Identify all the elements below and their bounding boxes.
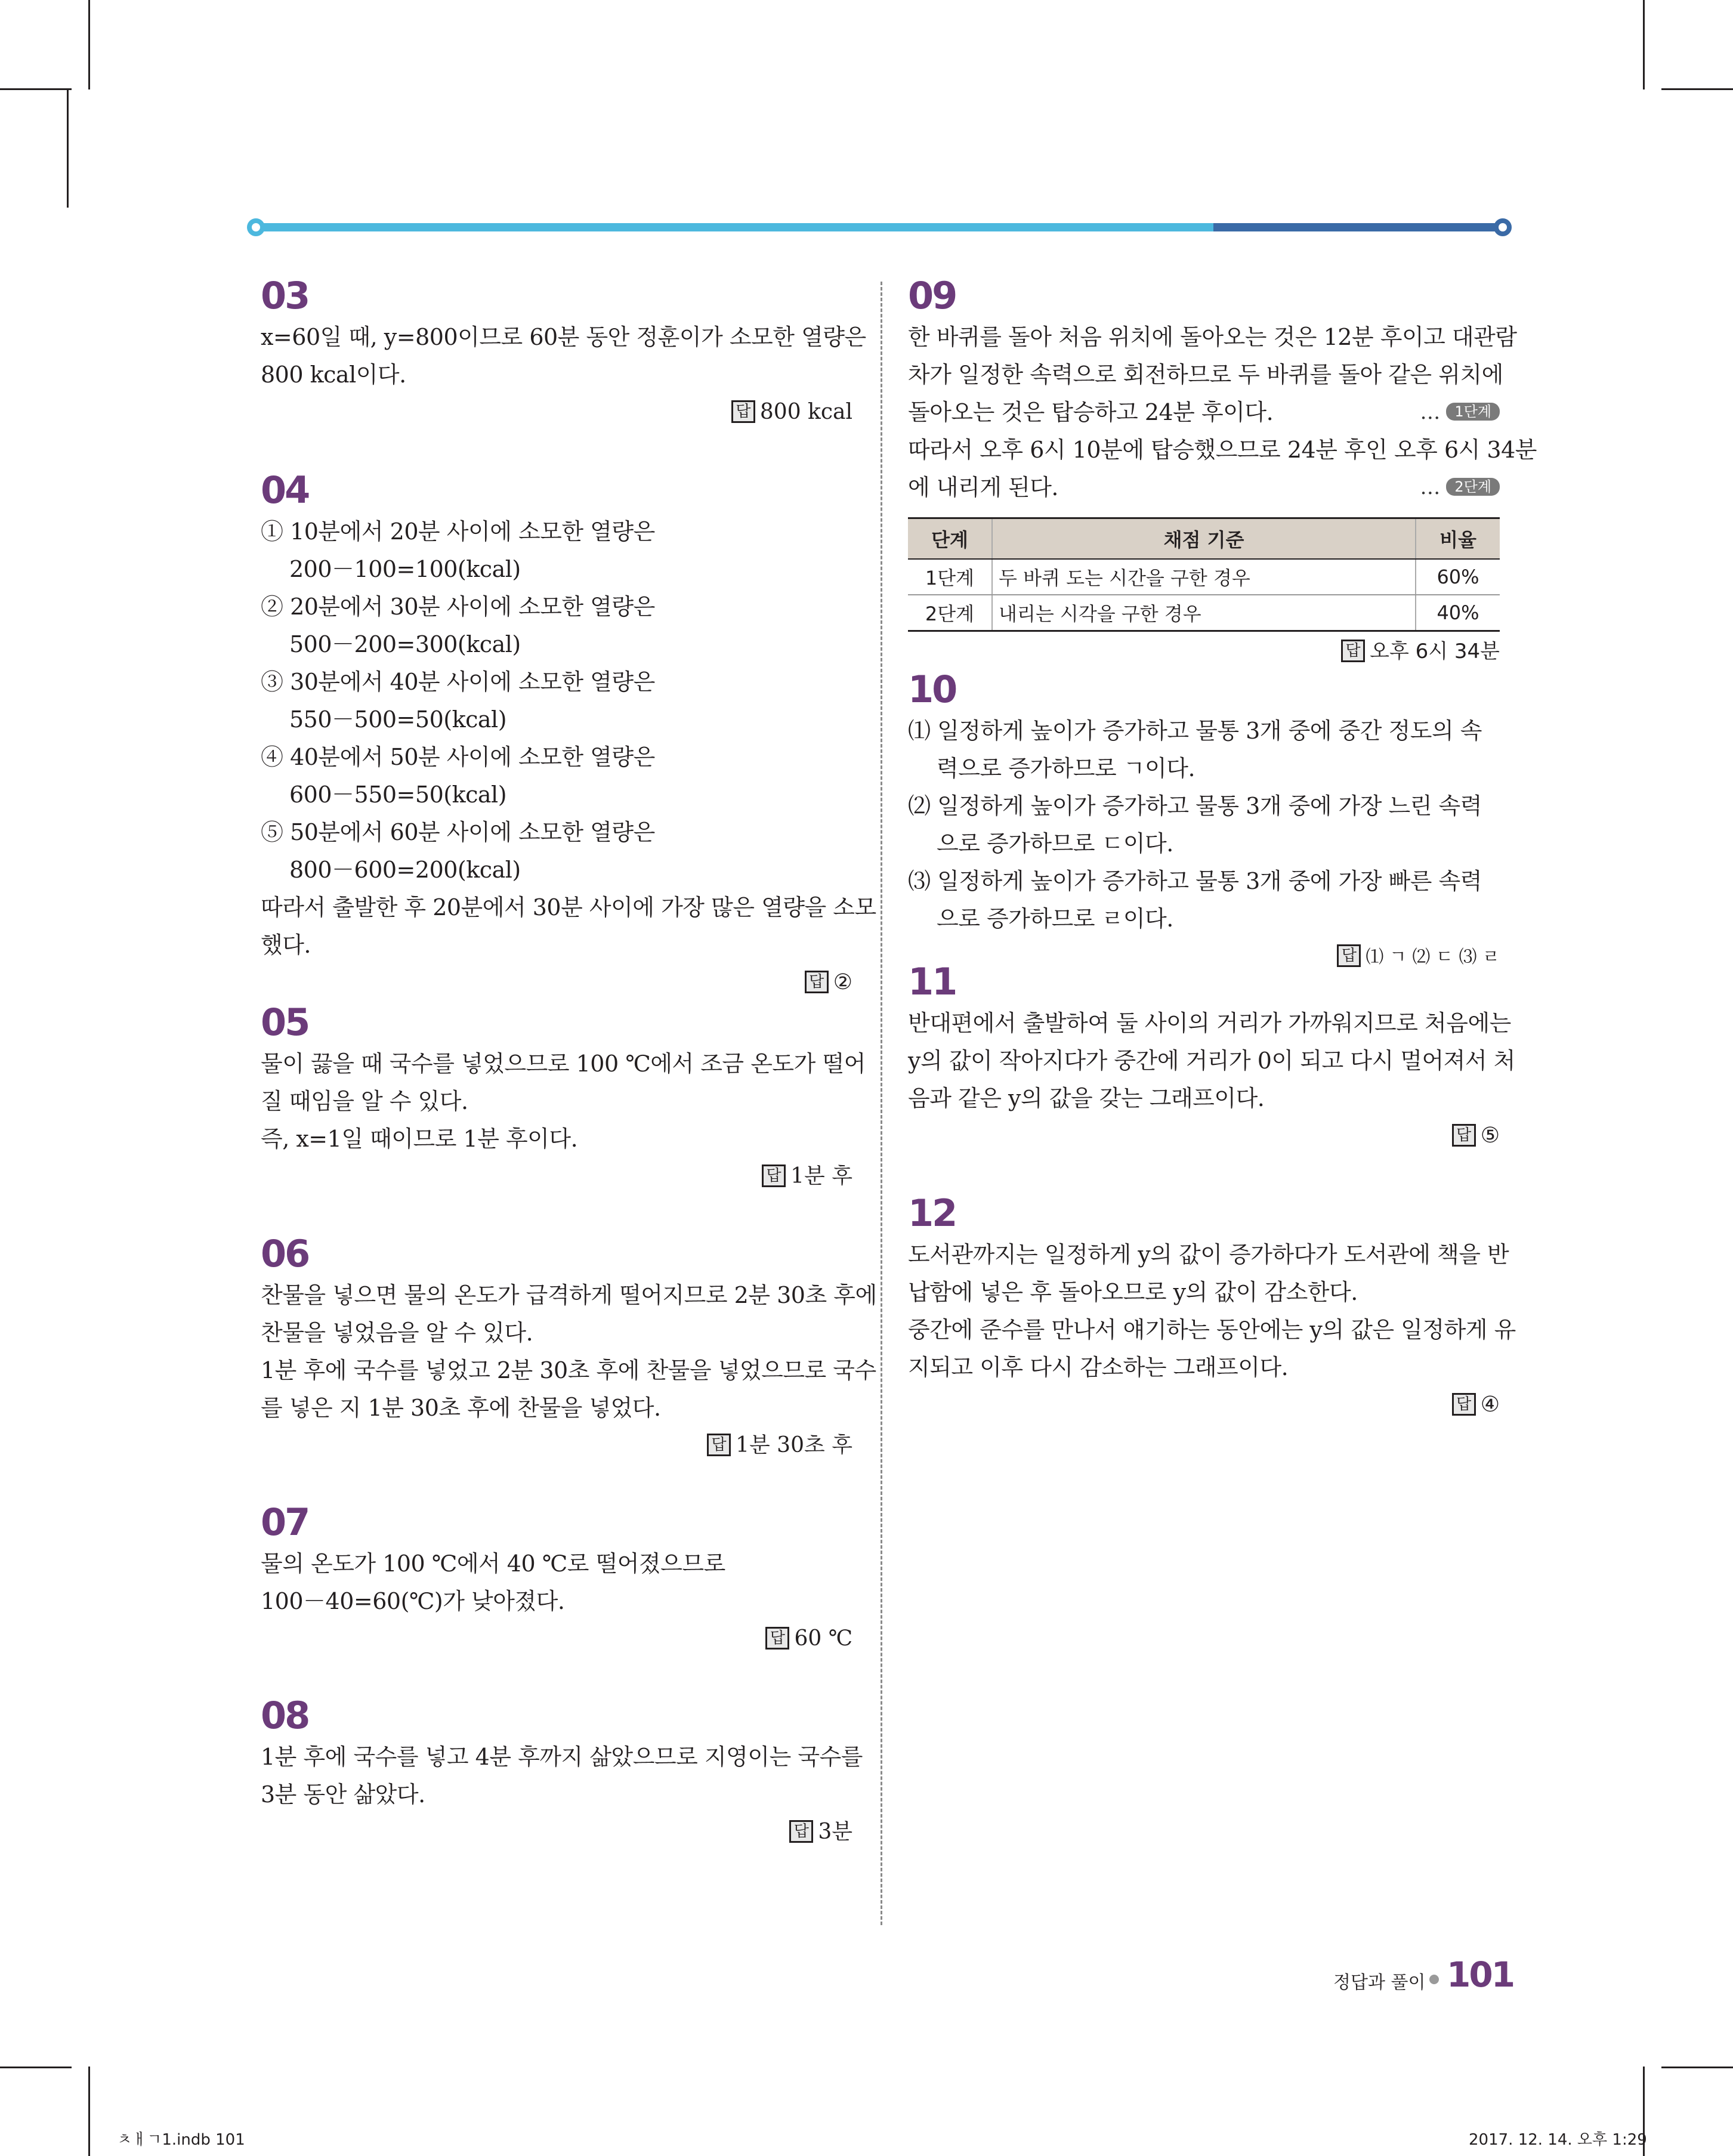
answer-badge: 답	[1452, 1393, 1476, 1416]
answer-value: 60 ℃	[794, 1626, 852, 1651]
table-cell: 내리는 시각을 구한 경우	[992, 595, 1416, 631]
answer-value: ⑤	[1480, 1123, 1500, 1148]
problem-number: 05	[261, 1000, 309, 1044]
problem-09	[908, 273, 1537, 663]
table-header-row	[908, 518, 1500, 560]
table-header: 단계	[908, 518, 992, 560]
problem-number: 07	[261, 1500, 309, 1544]
answer-badge: 답	[731, 400, 755, 423]
print-slug-date: 2017. 12. 14. 오후 1:29	[1469, 2131, 1647, 2149]
crop-mark	[67, 88, 69, 208]
answer	[261, 1428, 852, 1463]
answer-badge: 답	[805, 971, 829, 993]
answer-value: 1분 후	[790, 1164, 852, 1188]
answer-value: ⑴ ㄱ ⑵ ㄷ ⑶ ㄹ	[1366, 947, 1500, 968]
crop-mark	[88, 0, 90, 89]
page-number: 101	[1447, 1954, 1514, 1995]
step-dots: …	[1420, 475, 1441, 499]
list-item-title: ⑤ 50분에서 60분 사이에 소모한 열량은	[261, 819, 655, 845]
step-dots: …	[1420, 400, 1441, 424]
problem-number: 11	[908, 960, 956, 1003]
problem-08	[261, 1693, 863, 1854]
list-item-title: ③ 30분에서 40분 사이에 소모한 열량은	[261, 669, 655, 695]
text-line: 즉, x=1일 때이므로 1분 후이다.	[261, 1126, 578, 1152]
answer	[261, 1621, 852, 1656]
list-item: ⑶ 일정하게 높이가 증가하고 물통 3개 중에 가장 빠른 속력으로 증가하므로 ㄹ이다.	[908, 868, 1482, 932]
problem-04	[261, 468, 876, 994]
header-bar-dot	[1494, 218, 1512, 236]
text-line: 중간에 준수를 만나서 얘기하는 동안에는 y의 값은 일정하게 유	[908, 1317, 1516, 1343]
list-item-calc: 600－550=50(kcal)	[289, 782, 507, 808]
text-line: 납함에 넣은 후 돌아오므로 y의 값이 감소한다.	[908, 1279, 1358, 1305]
text-line: 800 kcal이다.	[261, 362, 406, 388]
table-cell: 두 바퀴 도는 시간을 구한 경우	[992, 559, 1416, 595]
problem-11	[908, 959, 1515, 1156]
text-line: 1분 후에 국수를 넣었고 2분 30초 후에 찬물을 넣었으므로 국수	[261, 1357, 876, 1383]
crop-mark	[1661, 88, 1733, 90]
answer-value: ②	[833, 970, 852, 994]
footer-section-label: 정답과 풀이	[1333, 1972, 1426, 1993]
answer	[261, 1815, 852, 1849]
answer-badge: 답	[1452, 1124, 1476, 1147]
list-item-calc: 500－200=300(kcal)	[289, 631, 521, 657]
problem-number: 06	[261, 1232, 309, 1275]
text-line: 돌아오는 것은 탑승하고 24분 후이다.	[908, 399, 1274, 425]
text-line: 100－40=60(℃)가 낮아졌다.	[261, 1588, 565, 1614]
print-slug-file: ㅊㅐㄱ1.indb 101	[117, 2131, 245, 2149]
crop-mark	[88, 2067, 90, 2156]
step-row	[908, 394, 1500, 431]
answer-badge: 답	[762, 1165, 786, 1187]
table-cell: 40%	[1416, 595, 1500, 631]
text-line: 차가 일정한 속력으로 회전하므로 두 바퀴를 돌아 같은 위치에	[908, 362, 1503, 388]
text-line: 물이 끓을 때 국수를 넣었으므로 100 ℃에서 조금 온도가 떨어	[261, 1051, 866, 1077]
answer-value: 3분	[818, 1820, 852, 1844]
table-cell: 60%	[1416, 559, 1500, 595]
problem-number: 03	[261, 274, 309, 317]
footer-dot	[1429, 1975, 1439, 1984]
header-bar-light	[259, 223, 1225, 231]
text-line: 1분 후에 국수를 넣고 4분 후까지 삶았으므로 지영이는 국수를	[261, 1744, 863, 1770]
text-line: 질 때임을 알 수 있다.	[261, 1088, 468, 1114]
header-bar-dark	[1213, 223, 1500, 231]
column-divider	[881, 282, 882, 1925]
table-cell: 1단계	[908, 559, 992, 595]
list-item-calc: 800－600=200(kcal)	[289, 857, 521, 883]
right-column	[908, 273, 1537, 1429]
crop-mark	[0, 2067, 72, 2068]
answer	[261, 1159, 852, 1194]
grading-table	[908, 517, 1500, 632]
text-line-content: x=60일 때, y=800이므로 60분 동안 정훈이가 소모한 열량은	[261, 324, 866, 350]
left-column	[261, 273, 877, 1854]
header-bar-dot	[247, 218, 265, 236]
text-line: 물의 온도가 100 ℃에서 40 ℃로 떨어졌으므로	[261, 1550, 725, 1577]
list-item-title: ① 10분에서 20분 사이에 소모한 열량은	[261, 518, 655, 545]
answer	[261, 965, 852, 1000]
text-line: 반대편에서 출발하여 둘 사이의 거리가 가까워지므로 처음에는	[908, 1010, 1511, 1036]
text-line: 음과 같은 y의 값을 갖는 그래프이다.	[908, 1085, 1265, 1111]
text-line: 지되고 이후 다시 감소하는 그래프이다.	[908, 1354, 1289, 1380]
text-line: 를 넣은 지 1분 30초 후에 찬물을 넣었다.	[261, 1395, 661, 1421]
text-line	[261, 319, 866, 356]
step-tag	[1420, 394, 1500, 431]
text-line: 에 내리게 된다.	[908, 474, 1058, 501]
problem-10	[908, 667, 1500, 968]
table-header: 비율	[1416, 518, 1500, 560]
problem-06	[261, 1231, 877, 1469]
list-item-calc: 550－500=50(kcal)	[289, 706, 507, 733]
answer	[908, 1388, 1500, 1422]
crop-mark	[1643, 0, 1645, 89]
list-item-title: ② 20분에서 30분 사이에 소모한 열량은	[261, 594, 655, 620]
text-line: 도서관까지는 일정하게 y의 값이 증가하다가 도서관에 책을 반	[908, 1241, 1509, 1268]
answer-badge: 답	[1337, 944, 1361, 967]
problem-05	[261, 1000, 866, 1197]
crop-mark	[1661, 2067, 1733, 2068]
list-item-title: ④ 40분에서 50분 사이에 소모한 열량은	[261, 744, 655, 770]
header-bar	[247, 218, 1512, 236]
text-line: y의 값이 작아지다가 중간에 거리가 0이 되고 다시 멀어져서 처	[908, 1048, 1515, 1074]
table-row	[908, 559, 1500, 595]
problem-number: 09	[908, 274, 956, 317]
problem-number: 10	[908, 668, 956, 711]
step-row	[908, 469, 1500, 506]
answer	[908, 1119, 1500, 1153]
problem-number: 04	[261, 468, 309, 512]
text-line: 3분 동안 삶았다.	[261, 1781, 425, 1808]
problem-number: 08	[261, 1694, 309, 1737]
crop-mark	[0, 88, 72, 90]
problem-03	[261, 273, 866, 434]
table-cell: 2단계	[908, 595, 992, 631]
answer-badge: 답	[1341, 640, 1365, 662]
table-header: 채점 기준	[992, 518, 1416, 560]
answer-value: 오후 6시 34분	[1370, 640, 1500, 663]
answer	[908, 634, 1500, 669]
list-item: ⑵ 일정하게 높이가 증가하고 물통 3개 중에 가장 느린 속력으로 증가하므로 ㄷ이다.	[908, 793, 1482, 857]
answer	[261, 395, 852, 430]
text-line: 찬물을 넣으면 물의 온도가 급격하게 떨어지므로 2분 30초 후에	[261, 1282, 877, 1308]
problem-07	[261, 1500, 852, 1661]
answer-value: 800 kcal	[759, 400, 852, 424]
step-tag	[1420, 469, 1500, 506]
answer-value: 1분 30초 후	[736, 1433, 852, 1457]
list-item-calc: 200－100=100(kcal)	[289, 556, 521, 582]
text-line: 찬물을 넣었음을 알 수 있다.	[261, 1320, 533, 1346]
table-row	[908, 595, 1500, 631]
answer-badge: 답	[765, 1627, 789, 1650]
text-line: 한 바퀴를 돌아 처음 위치에 돌아오는 것은 12분 후이고 대관람	[908, 324, 1517, 350]
text-line: 따라서 오후 6시 10분에 탑승했으므로 24분 후인 오후 6시 34분	[908, 437, 1537, 463]
list-item: ⑴ 일정하게 높이가 증가하고 물통 3개 중에 중간 정도의 속력으로 증가하므로 ㄱ이다.	[908, 718, 1482, 782]
text-line: 했다.	[261, 932, 311, 958]
step-badge: 2단계	[1446, 478, 1500, 496]
step-badge: 1단계	[1446, 403, 1500, 421]
answer-badge: 답	[789, 1820, 813, 1843]
answer-value: ④	[1480, 1392, 1500, 1417]
text-line: 따라서 출발한 후 20분에서 30분 사이에 가장 많은 열량을 소모	[261, 894, 876, 921]
answer-badge: 답	[707, 1434, 731, 1456]
problem-number: 12	[908, 1191, 956, 1235]
problem-12	[908, 1191, 1516, 1429]
